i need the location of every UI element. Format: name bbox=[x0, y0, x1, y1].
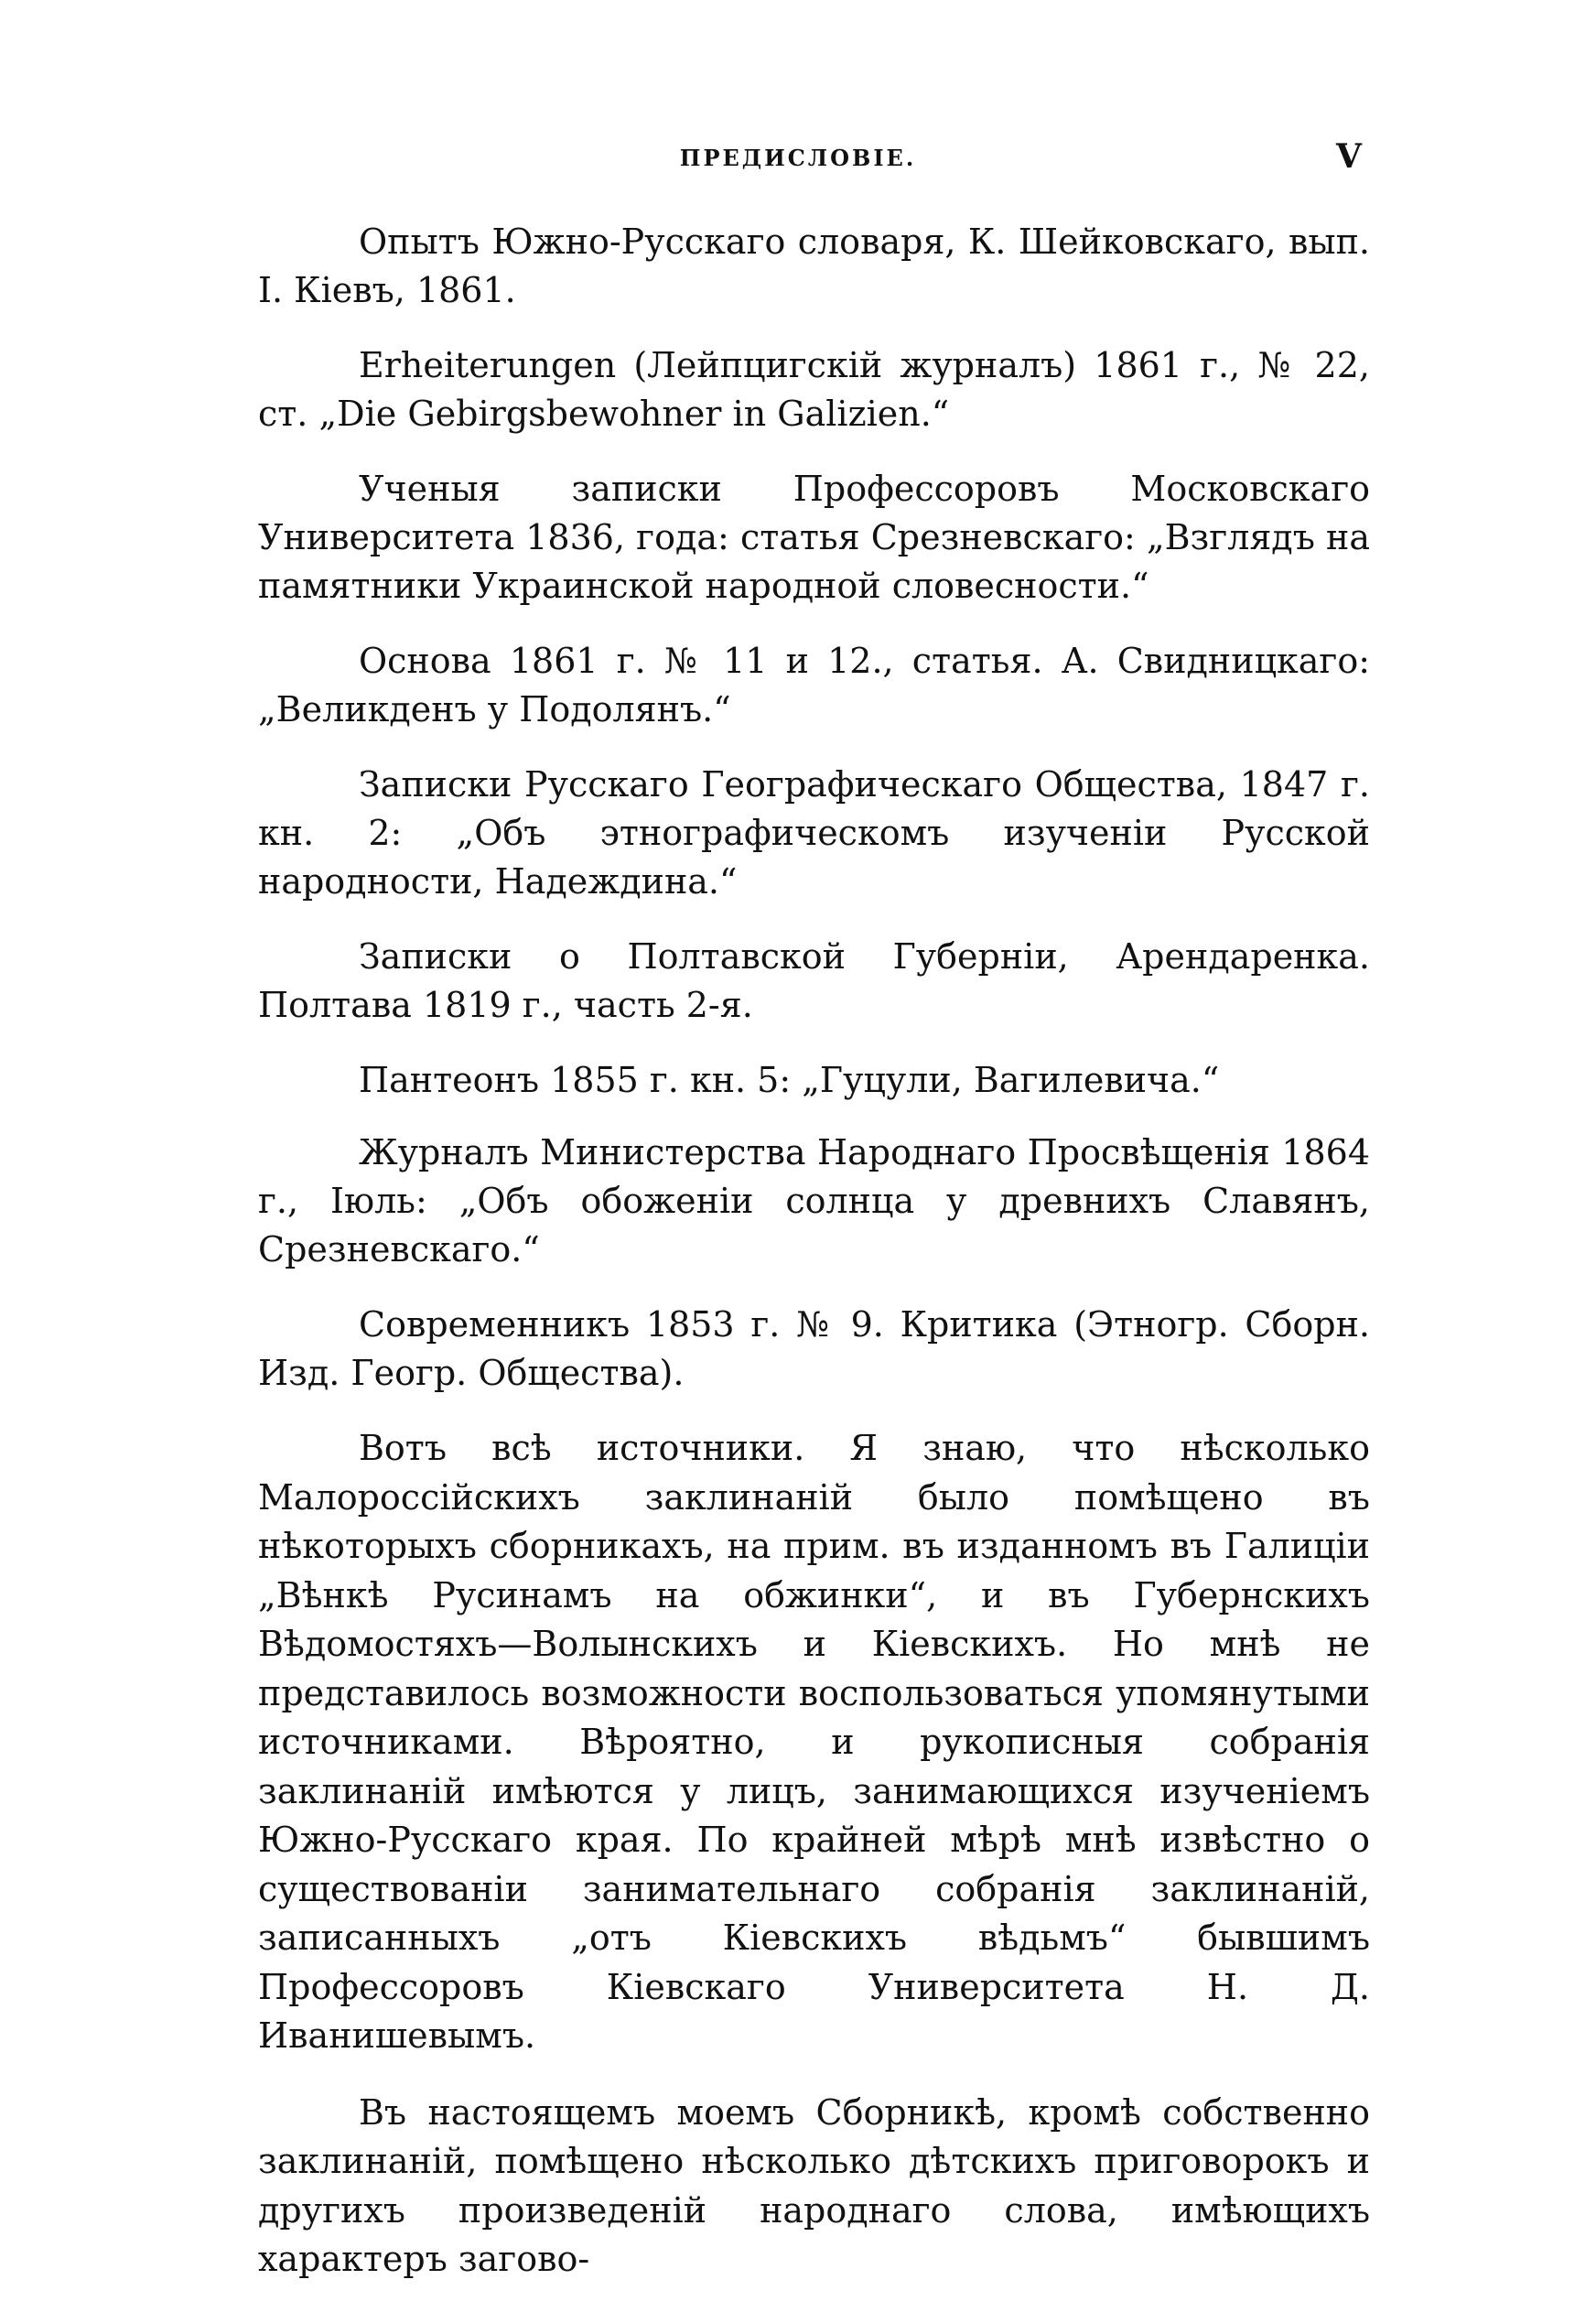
running-head: ПРЕДИСЛОВІЕ. bbox=[679, 145, 917, 171]
page-header bbox=[0, 137, 1596, 192]
reference-entry: Записки о Полтавской Губерніи, Арендаренка. Полтава 1819 г., часть 2-я. bbox=[258, 936, 1370, 1025]
reference-entry: Опытъ Южно-Русскаго словаря, К. Шейковскаго, вып. I. Кіевъ, 1861. bbox=[258, 221, 1370, 310]
page-number: V bbox=[1336, 137, 1362, 176]
body-paragraph: Вотъ всѣ источники. Я знаю, что нѣсколько Малороссійскихъ заклинаній было помѣщено въ нѣкоторыхъ сборникахъ, на прим. въ изданномъ въ Галиціи „Вѣнкѣ Русинамъ на обжинки“, и въ Губернскихъ Вѣдомостяхъ—Волынскихъ и Кіевскихъ. Но мнѣ не представилось возможности воспользоваться упомянутыми источниками. Вѣроятно, и рукописныя собранія заклинаній имѣются у лицъ, занимающихся изученіемъ Южно-Русскаго края. По крайней мѣрѣ мнѣ извѣстно о существованіи занимательнаго собранія заклинаній, записанныхъ „отъ Кіевскихъ вѣдьмъ“ бывшимъ Профессоровъ Кіевскаго Университета Н. Д. Иванишевымъ. bbox=[258, 1428, 1370, 2056]
reference-entry: Основа 1861 г. № 11 и 12., статья. А. Свидницкаго: „Великденъ у Подолянъ.“ bbox=[258, 641, 1370, 729]
page-body bbox=[258, 218, 1370, 2312]
reference-entry: Ученыя записки Профессоровъ Московскаго Университета 1836, года: статья Срезневскаго: „Взглядъ на памятники Украинской народной словесности.“ bbox=[258, 469, 1370, 606]
reference-entry: Записки Русскаго Географическаго Общества, 1847 г. кн. 2: „Объ этнографическомъ изученіи Русской народности, Надеждина.“ bbox=[258, 764, 1370, 902]
reference-entry: Современникъ 1853 г. № 9. Критика (Этногр. Сборн. Изд. Геогр. Общества). bbox=[258, 1304, 1370, 1393]
reference-entry: Журналъ Министерства Народнаго Просвѣщенія 1864 г., Іюль: „Объ обоженіи солнца у древнихъ Славянъ, Срезневскаго.“ bbox=[258, 1132, 1370, 1269]
body-paragraph: Въ настоящемъ моемъ Сборникѣ, кромѣ собственно заклинаній, помѣщено нѣсколько дѣтскихъ приговорокъ и другихъ произведеній народнаго слова, имѣющихъ характеръ загово- bbox=[258, 2091, 1370, 2279]
reference-entry: Пантеонъ 1855 г. кн. 5: „Гуцули, Вагилевича.“ bbox=[359, 1060, 1220, 1100]
reference-entry: Erheiterungen (Лейпцигскій журналъ) 1861 г., № 22, ст. „Die Gebirgsbewohner in Galizien.“ bbox=[258, 345, 1370, 434]
